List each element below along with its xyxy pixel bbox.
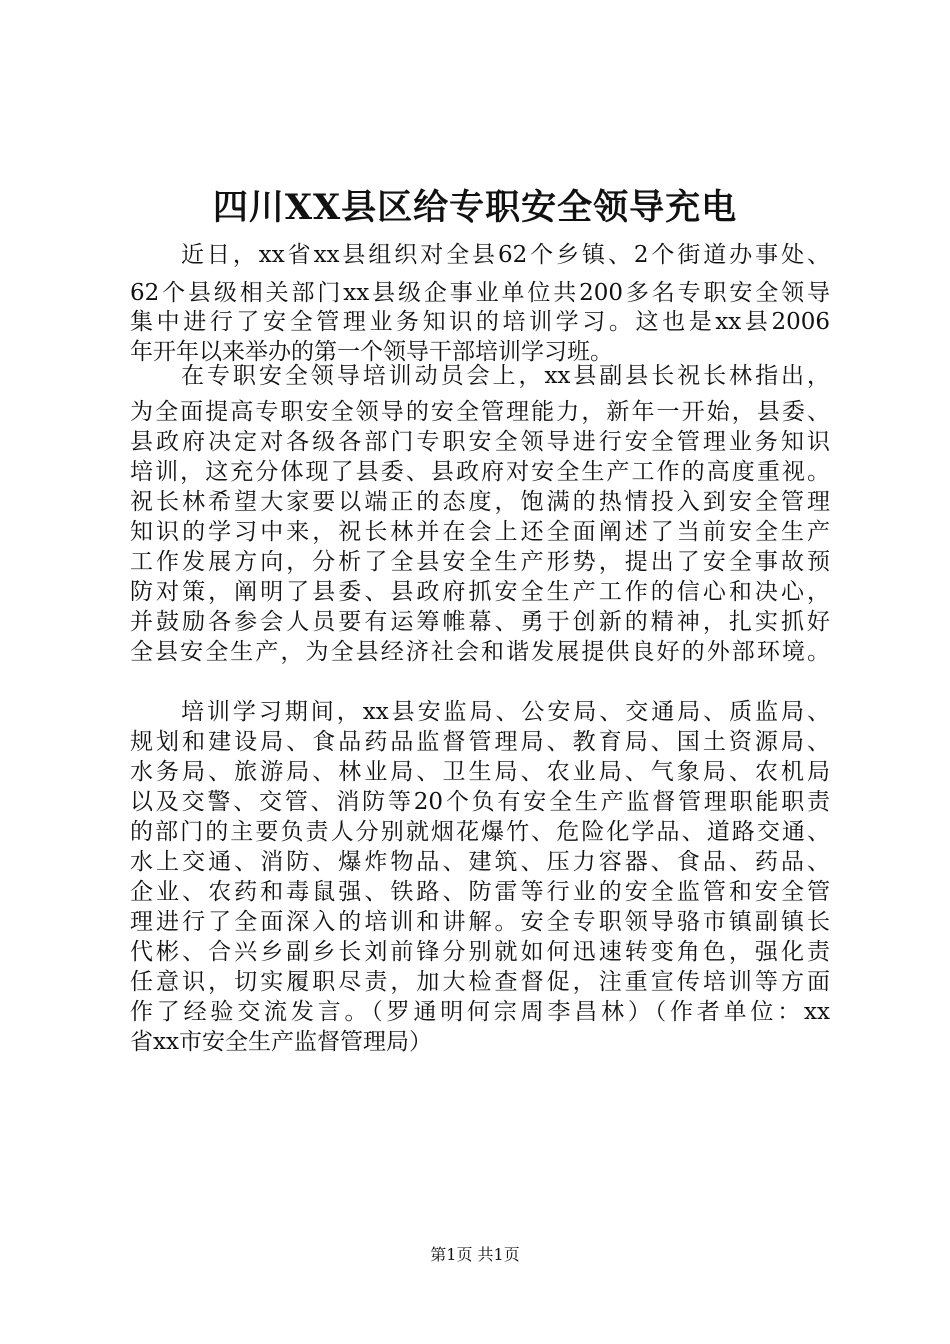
- paragraph-2-line-3: 县政府决定对各级各部门专职安全领导进行安全管理业务知识: [130, 429, 830, 455]
- paragraph-2-line-6: 知识的学习中来，祝长林并在会上还全面阐述了当前安全生产: [130, 519, 830, 545]
- paragraph-1-line-3: 集中进行了安全管理业务知识的培训学习。这也是xx县2006: [130, 309, 830, 335]
- paragraph-2-line-5: 祝长林希望大家要以端正的态度，饱满的热情投入到安全管理: [130, 489, 830, 515]
- paragraph-3-line-8: 理进行了全面深入的培训和讲解。安全专职领导骆市镇副镇长: [130, 909, 830, 935]
- paragraph-1-line-2: 62个县级相关部门xx县级企事业单位共200多名专职安全领导: [130, 280, 830, 306]
- paragraph-3-line-4: 以及交警、交管、消防等20个负有安全生产监督管理职能职责: [130, 789, 830, 815]
- paragraph-1-line-4: 年开年以来举办的第一个领导干部培训学习班。: [130, 339, 613, 365]
- paragraph-2-line-7: 工作发展方向，分析了全县安全生产形势，提出了安全事故预: [130, 549, 830, 575]
- paragraph-2-line-2: 为全面提高专职安全领导的安全管理能力，新年一开始，县委、: [130, 399, 830, 425]
- paragraph-3-line-3: 水务局、旅游局、林业局、卫生局、农业局、气象局、农机局: [130, 759, 830, 785]
- paragraph-2-line-1: 在专职安全领导培训动员会上，xx县副县长祝长林指出，: [181, 363, 830, 389]
- paragraph-3-line-11: 作了经验交流发言。（罗通明何宗周李昌林）（作者单位：xx: [130, 999, 830, 1025]
- paragraph-3-line-6: 水上交通、消防、爆炸物品、建筑、压力容器、食品、药品、: [130, 849, 830, 875]
- document-title: 四川XX县区给专职安全领导充电: [212, 187, 738, 228]
- paragraph-1-line-1: 近日，xx省xx县组织对全县62个乡镇、2个街道办事处、: [181, 242, 830, 268]
- paragraph-2-line-10: 全县安全生产，为全县经济社会和谐发展提供良好的外部环境。: [130, 639, 830, 665]
- paragraph-3-line-2: 规划和建设局、食品药品监督管理局、教育局、国土资源局、: [130, 729, 830, 755]
- paragraph-2-line-4: 培训，这充分体现了县委、县政府对安全生产工作的高度重视。: [130, 459, 830, 485]
- paragraph-2-line-8: 防对策，阐明了县委、县政府抓安全生产工作的信心和决心，: [130, 579, 830, 605]
- paragraph-3-line-9: 代彬、合兴乡副乡长刘前锋分别就如何迅速转变角色，强化责: [130, 939, 830, 965]
- page-footer: 第1页 共1页: [430, 1245, 520, 1264]
- paragraph-2-line-9: 并鼓励各参会人员要有运筹帷幕、勇于创新的精神，扎实抓好: [130, 609, 830, 635]
- paragraph-3-line-5: 的部门的主要负责人分别就烟花爆竹、危险化学品、道路交通、: [130, 819, 830, 845]
- paragraph-3-line-7: 企业、农药和毒鼠强、铁路、防雷等行业的安全监管和安全管: [130, 879, 830, 905]
- paragraph-3-line-12: 省xx市安全生产监督管理局）: [130, 1029, 432, 1055]
- paragraph-3-line-10: 任意识，切实履职尽责，加大检查督促，注重宣传培训等方面: [130, 969, 830, 995]
- paragraph-3-line-1: 培训学习期间，xx县安监局、公安局、交通局、质监局、: [181, 699, 830, 725]
